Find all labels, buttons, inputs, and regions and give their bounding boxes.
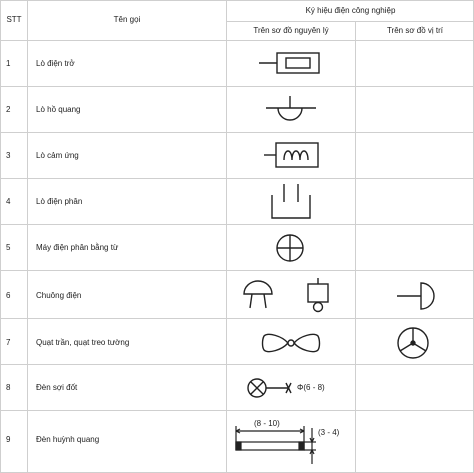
arc-furnace-icon xyxy=(260,92,320,128)
row-6-stt: 6 xyxy=(6,291,11,300)
row-6-name: Chuông điện xyxy=(36,291,82,300)
incandescent-lamp-icon xyxy=(244,371,294,405)
header-ky-hieu: Ký hiệu điện công nghiệp xyxy=(305,6,396,15)
header-nguyen-ly: Trên sơ đồ nguyên lý xyxy=(253,26,329,35)
fluorescent-width-label: (3 - 4) xyxy=(318,428,340,437)
row-3-stt: 3 xyxy=(6,151,11,160)
row-2-stt: 2 xyxy=(6,105,11,114)
row-4-stt: 4 xyxy=(6,197,11,206)
electric-bell-position-icon xyxy=(394,281,436,311)
row-7-name: Quạt trần, quạt treo tường xyxy=(36,338,130,347)
header-vi-tri: Trên sơ đồ vị trí xyxy=(386,26,444,35)
electric-bell-icon xyxy=(240,276,340,314)
row-8-name: Đèn sợi đốt xyxy=(36,383,78,392)
row-4-name: Lò điện phân xyxy=(36,197,83,206)
row-7-stt: 7 xyxy=(6,338,11,347)
header-ten-goi: Tên gọi xyxy=(113,15,141,24)
row-1-name: Lò điện trở xyxy=(36,59,75,68)
resistance-furnace-icon xyxy=(255,48,325,78)
row-5-stt: 5 xyxy=(6,243,11,252)
lamp-diameter-label: Φ(6 - 8) xyxy=(297,383,325,392)
row-9-name: Đèn huỳnh quang xyxy=(36,435,100,444)
induction-furnace-icon xyxy=(262,138,324,172)
fluorescent-length-label: (8 - 10) xyxy=(254,419,280,428)
electrolytic-furnace-icon xyxy=(266,180,316,222)
header-stt: STT xyxy=(6,15,22,24)
row-9-stt: 9 xyxy=(6,435,11,444)
row-8-stt: 8 xyxy=(6,383,11,392)
ceiling-fan-position-icon xyxy=(394,324,432,362)
row-2-name: Lò hồ quang xyxy=(36,105,81,114)
row-5-name: Máy điện phân bằng từ xyxy=(36,243,119,252)
row-1-stt: 1 xyxy=(6,59,11,68)
row-3-name: Lò cảm ứng xyxy=(36,151,79,160)
magnetic-electrolysis-machine-icon xyxy=(274,232,306,264)
ceiling-fan-icon xyxy=(260,328,322,358)
